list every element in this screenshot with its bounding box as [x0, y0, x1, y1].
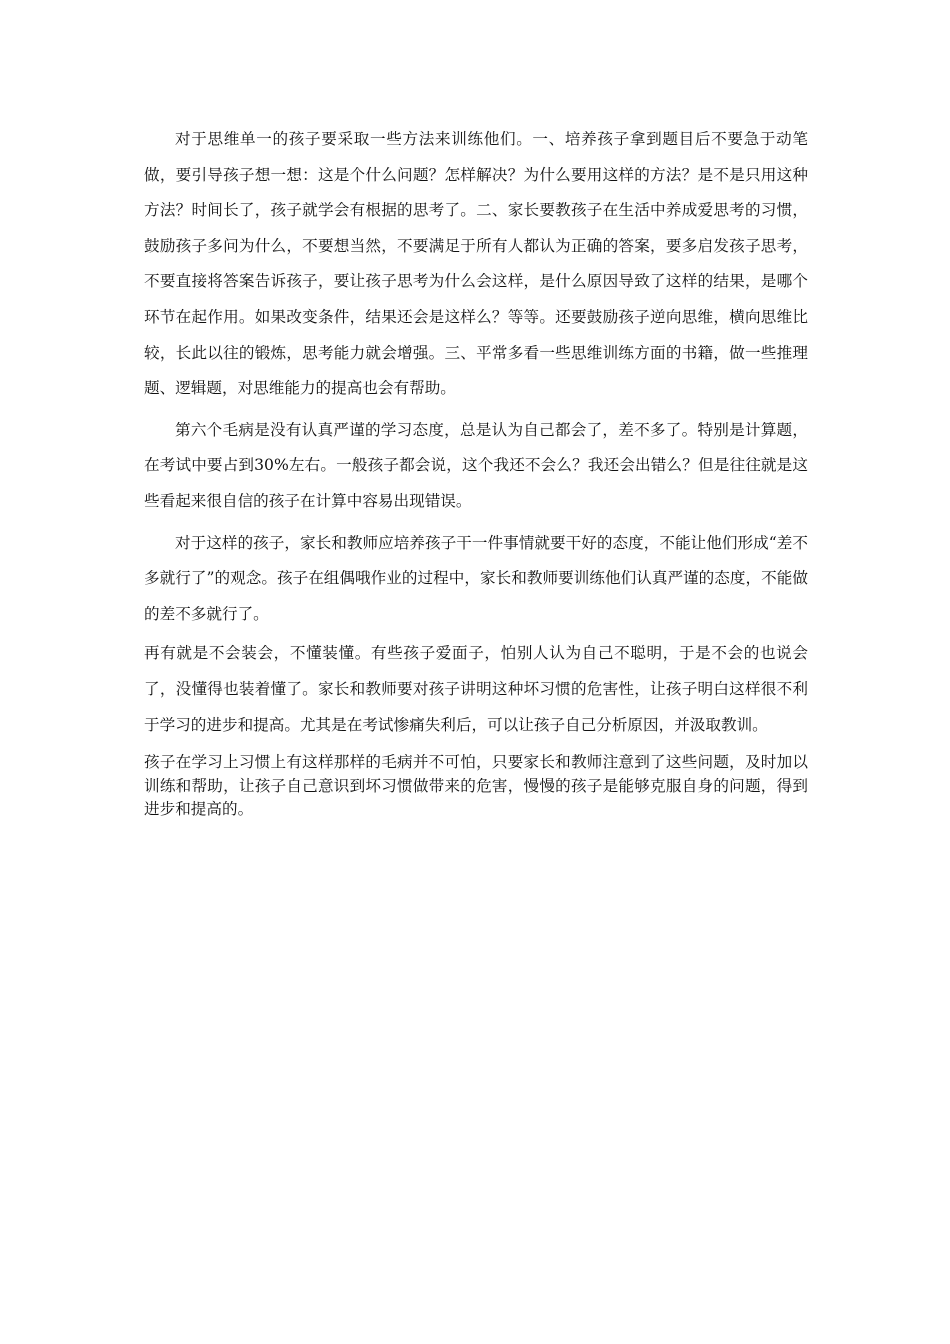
paragraph-thinking-training: 对于思维单一的孩子要采取一些方法来训练他们。一、培养孩子拿到题目后不要急于动笔做，要引导孩子想一想：这是个什么问题？怎样解决？为什么要用这样的方法？是不是只用这种方法？时间长了，孩子就学会有根据的思考了。二、家长要教孩子在生活中养成爱思考的习惯，鼓励孩子多问为什么，不要想当然，不要满足于所有人都认为正确的答案，要多启发孩子思考，不要直接将答案告诉孩子，要让孩子思考为什么会这样，是什么原因导致了这样的结果，是哪个环节在起作用。如果改变条件，结果还会是这样么？等等。还要鼓励孩子逆向思维，横向思维比较，长此以往的锻炼，思考能力就会增强。三、平常多看一些思维训练方面的书籍，做一些推理题、逻辑题，对思维能力的提高也会有帮助。: [144, 130, 808, 398]
document-body: [144, 122, 808, 822]
paragraph-sixth-problem: 第六个毛病是没有认真严谨的学习态度，总是认为自己都会了，差不多了。特别是计算题，在考试中要占到30%左右。一般孩子都会说，这个我还不会么？我还会出错么？但是往往就是这些看起来很自信的孩子在计算中容易出现错误。: [144, 420, 808, 510]
paragraph-careful-attitude: 对于这样的孩子，家长和教师应培养孩子干一件事情就要干好的态度，不能让他们形成“差不多就行了”的观念。孩子在组偶哦作业的过程中，家长和教师要训练他们认真严谨的态度，不能做的差不多就行了。: [144, 533, 808, 623]
paragraph-conclusion: 孩子在学习上习惯上有这样那样的毛病并不可怕，只要家长和教师注意到了这些问题，及时加以训练和帮助，让孩子自己意识到坏习惯做带来的危害，慢慢的孩子是能够克服自身的问题，得到进步和提高的。: [144, 753, 808, 819]
paragraph-pretending-to-understand: 再有就是不会装会，不懂装懂。有些孩子爱面子，怕别人认为自己不聪明，于是不会的也说会了，没懂得也装着懂了。家长和教师要对孩子讲明这种坏习惯的危害性，让孩子明白这样很不利于学习的进步和提高。尤其是在考试惨痛失利后，可以让孩子自己分析原因，并汲取教训。: [144, 644, 808, 734]
